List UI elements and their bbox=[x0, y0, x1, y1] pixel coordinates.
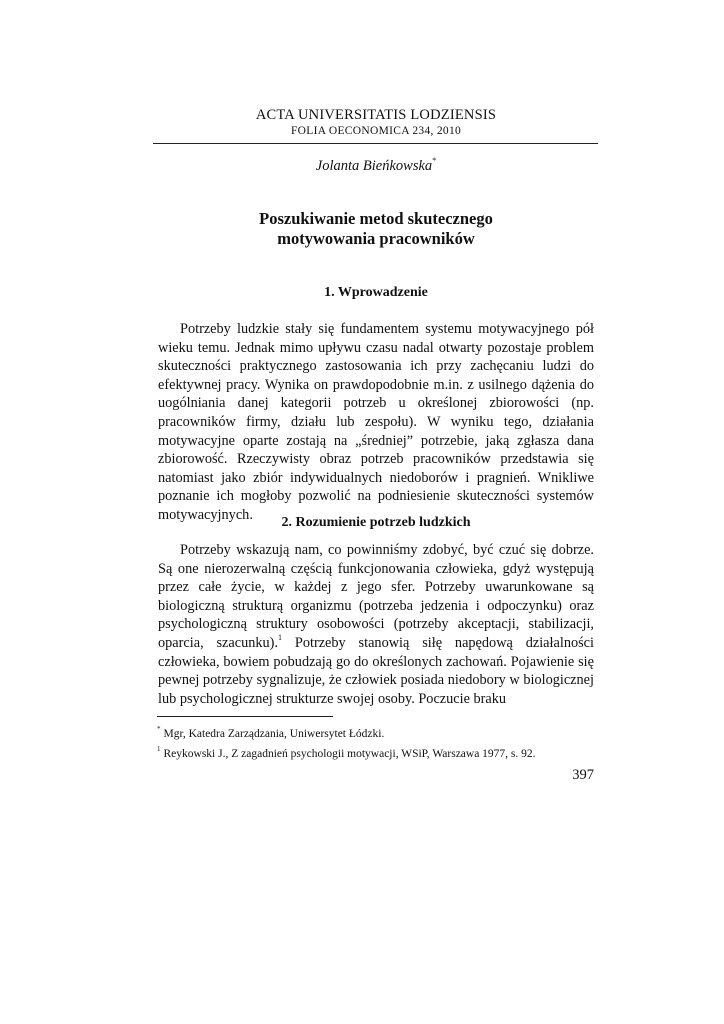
paragraph-introduction: Potrzeby ludzkie stały się fundamentem systemu motywacyjnego pół wieku temu. Jednak mimo upływu czasu nadal otwarty pozostaje problem skuteczności praktycznego zastosowania ich przy zachęcaniu ludzi do efektywnej pracy. Wynika on prawdopodobnie m.in. z usilnego dążenia do uogólniania danej kategorii potrzeb u określonej zbiorowości (np. pracowników firmy, działu lub zespołu). W wyniku tego, działania motywacyjne oparte zostają na „średniej” potrzebie, jaką zgłasza dana zbiorowość. Rzeczywisty obraz potrzeb pracowników przedstawia się natomiast jako zbiór indywidualnych niedoborów i pragnień. Wnikliwe poznanie ich mogłoby pozwolić na podniesienie skuteczności systemów motywacyjnych. bbox=[158, 321, 594, 523]
footnote-mark: * bbox=[157, 725, 161, 733]
footnote-text: Mgr, Katedra Zarządzania, Uniwersytet Łódzki. bbox=[163, 727, 385, 740]
paragraph-needs-part-1: Potrzeby wskazują nam, co powinniśmy zdobyć, być czuć się dobrze. Są one nierozerwalną częścią funkcjonowania człowieka, gdyż występują przez całe życie, w każdej z jego sfer. Potrzeby uwarunkowane są biologiczną strukturą organizmu (potrzeba jedzenia i odpoczynku) oraz psychologiczną struktury osobowości (potrzeby akceptacji, stabilizacji, oparcia, szacunku). bbox=[158, 542, 594, 651]
footnote-separator bbox=[157, 716, 333, 717]
footnote-1 bbox=[157, 743, 597, 761]
journal-name: ACTA UNIVERSITATIS LODZIENSIS bbox=[255, 107, 497, 123]
article-title bbox=[0, 209, 724, 249]
author-line bbox=[0, 157, 724, 175]
footnote-reference-1[interactable]: 1 bbox=[278, 633, 283, 643]
paragraph-needs-part-2: Potrzeby stanowią siłę napędową działalności człowieka, bowiem pobudzają go do określonych zachowań. Pojawienie się pewnej potrzeby sygnalizuje, że człowiek posiada niedobory w biologicznej lub psychologicznej strukturze swojej osoby. Poczucie braku bbox=[158, 634, 595, 707]
page-number: 397 bbox=[572, 767, 594, 783]
title-line-2: motywowania pracowników bbox=[277, 229, 475, 248]
title-line-1: Poszukiwanie metod skutecznego bbox=[259, 209, 493, 228]
section-heading-introduction: 1. Wprowadzenie bbox=[324, 285, 428, 300]
header-rule bbox=[153, 143, 598, 144]
author-footnote-mark: * bbox=[432, 156, 437, 165]
author-name: Jolanta Bieńkowska bbox=[315, 157, 433, 174]
footnote-mark: 1 bbox=[157, 745, 161, 753]
section-heading-needs: 2. Rozumienie potrzeb ludzkich bbox=[281, 515, 471, 530]
footnote-text: Reykowski J., Z zagadnień psychologii motywacji, WSiP, Warszawa 1977, s. 92. bbox=[163, 747, 536, 760]
paragraph-needs bbox=[158, 541, 594, 708]
journal-volume: FOLIA OECONOMICA 234, 2010 bbox=[290, 125, 462, 137]
footnote-author bbox=[157, 723, 597, 741]
